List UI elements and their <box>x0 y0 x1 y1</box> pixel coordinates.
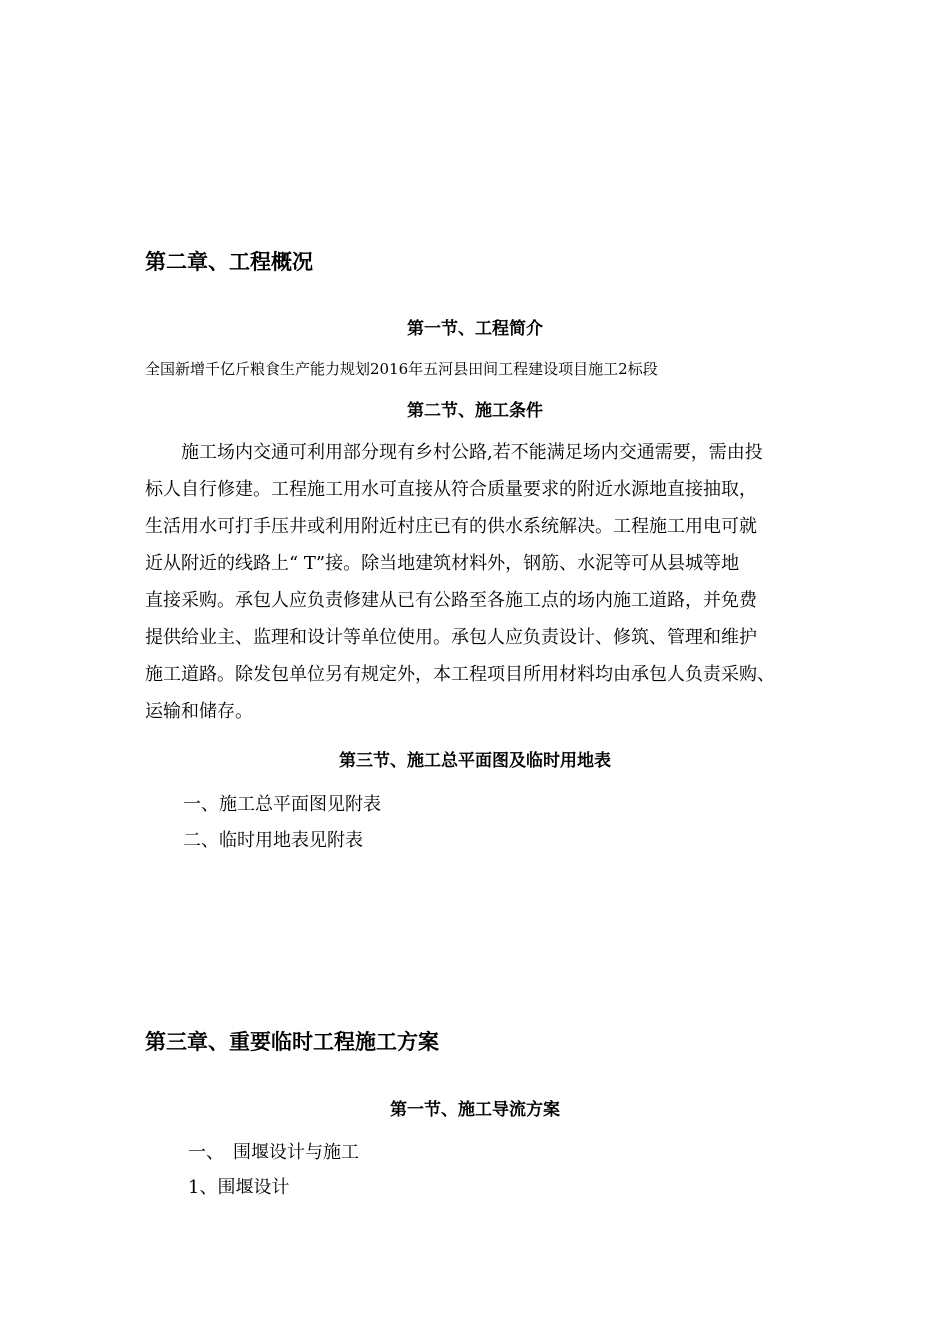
conditions-line-1: 施工场内交通可利用部分现有乡村公路,若不能满足场内交通需要，需由投 <box>145 442 763 463</box>
conditions-line-8: 运输和储存。 <box>145 701 253 722</box>
section-2-title: 第二节、施工条件 <box>407 401 543 421</box>
list-item: 一、施工总平面图见附表 <box>183 794 381 815</box>
section-3-title: 第三节、施工总平面图及临时用地表 <box>339 751 611 771</box>
conditions-line-3: 生活用水可打手压井或利用附近村庄已有的供水系统解决。工程施工用电可就 <box>145 516 757 537</box>
chapter-2-title: 第二章、工程概况 <box>145 250 313 274</box>
conditions-line-2: 标人自行修建。工程施工用水可直接从符合质量要求的附近水源地直接抽取， <box>145 479 757 500</box>
project-name-text: 全国新增千亿斤粮食生产能力规划2016年五河县田间工程建设项目施工2标段 <box>145 360 658 378</box>
conditions-line-5: 直接采购。承包人应负责修建从已有公路至各施工点的场内施工道路，并免费 <box>145 590 757 611</box>
list-item: 1、围堰设计 <box>188 1177 290 1198</box>
chapter-3-section-1-title: 第一节、施工导流方案 <box>390 1100 560 1120</box>
chapter-3-title: 第三章、重要临时工程施工方案 <box>145 1030 439 1054</box>
conditions-line-6: 提供给业主、监理和设计等单位使用。承包人应负责设计、修筑、管理和维护 <box>145 627 757 648</box>
conditions-line-4: 近从附近的线路上“ T”接。除当地建筑材料外，钢筋、水泥等可从县城等地 <box>145 553 740 574</box>
section-1-title: 第一节、工程简介 <box>407 319 543 339</box>
list-item: 二、临时用地表见附表 <box>183 830 363 851</box>
conditions-line-7: 施工道路。除发包单位另有规定外，本工程项目所用材料均由承包人负责采购、 <box>145 664 775 685</box>
list-item: 一、 围堰设计与施工 <box>188 1142 359 1163</box>
